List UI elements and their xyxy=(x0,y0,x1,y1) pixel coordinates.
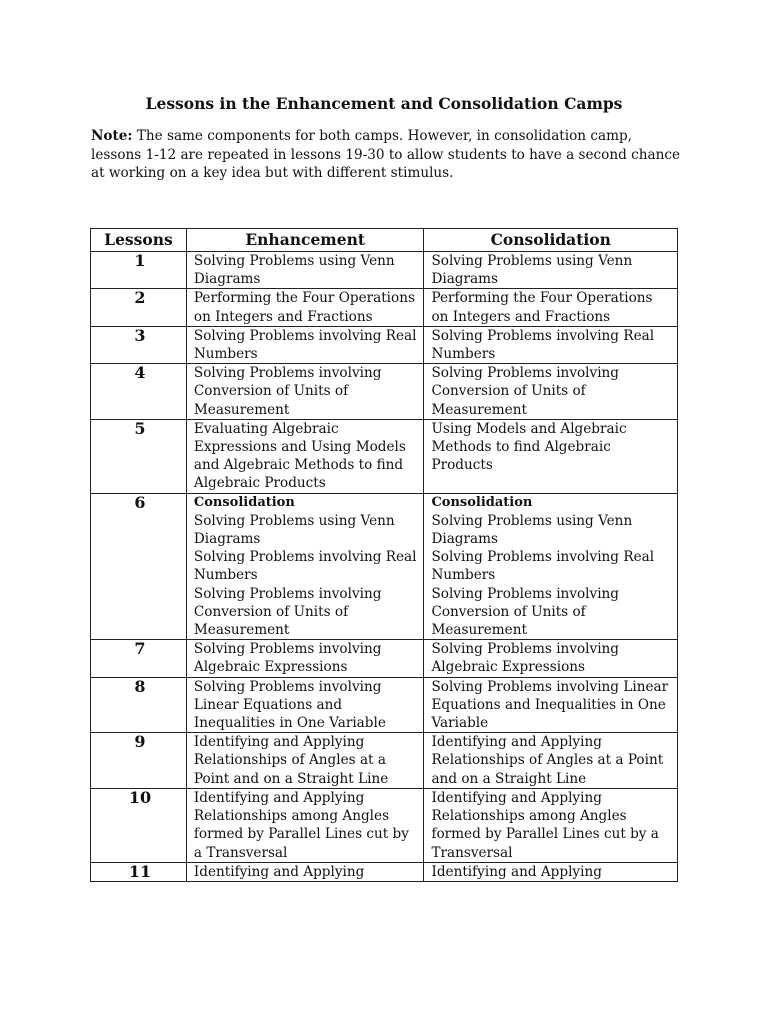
header-consolidation: Consolidation xyxy=(424,229,678,252)
note-text: The same components for both camps. However, in consolidation camp, lessons 1-12 are repeated in lessons 19-30 to allow students to have a second chance at working on a key idea but with different stimulus. xyxy=(91,128,680,181)
consolidation-cell: Solving Problems involving Algebraic Expressions xyxy=(424,640,678,677)
consolidation-cell: Identifying and Applying Relationships among Angles formed by Parallel Lines cut by a Transversal xyxy=(424,788,678,862)
enhancement-cell: Identifying and Applying Relationships among Angles formed by Parallel Lines cut by a Transversal xyxy=(186,788,424,862)
table-row xyxy=(91,788,678,862)
header-enhancement: Enhancement xyxy=(186,229,424,252)
enhancement-cell: Solving Problems involving Linear Equations and Inequalities in One Variable xyxy=(186,677,424,733)
lesson-number: 1 xyxy=(91,252,187,289)
consolidation-cell: Identifying and Applying Relationships of Angles at a Point and on a Straight Line xyxy=(424,733,678,789)
consolidation-cell: Solving Problems using Venn Diagrams xyxy=(424,252,678,289)
lesson-number: 4 xyxy=(91,364,187,420)
consolidation-item: Solving Problems involving Conversion of Units of Measurement xyxy=(431,585,620,639)
enhancement-item: Solving Problems involving Conversion of Units of Measurement xyxy=(193,585,382,639)
consolidation-cell xyxy=(424,493,678,640)
enhancement-cell: Solving Problems using Venn Diagrams xyxy=(186,252,424,289)
enhancement-cell: Solving Problems involving Conversion of Units of Measurement xyxy=(186,364,424,420)
header-lessons: Lessons xyxy=(91,229,187,252)
table-row xyxy=(91,640,678,677)
table-row xyxy=(91,733,678,789)
enhancement-cell: Identifying and Applying xyxy=(186,862,424,881)
consolidation-item: Solving Problems using Venn Diagrams xyxy=(431,512,633,548)
lessons-table xyxy=(90,228,678,882)
enhancement-cell xyxy=(186,493,424,640)
lesson-number: 11 xyxy=(91,862,187,881)
lesson-number: 6 xyxy=(91,493,187,640)
consolidation-cell: Solving Problems involving Real Numbers xyxy=(424,326,678,363)
lesson-number: 8 xyxy=(91,677,187,733)
table-row xyxy=(91,364,678,420)
lesson-number: 2 xyxy=(91,289,187,326)
enhancement-cell: Performing the Four Operations on Integers and Fractions xyxy=(186,289,424,326)
lesson-number: 7 xyxy=(91,640,187,677)
table-row xyxy=(91,862,678,881)
table-row xyxy=(91,326,678,363)
enhancement-subheading: Consolidation xyxy=(193,494,295,510)
enhancement-cell: Identifying and Applying Relationships of Angles at a Point and on a Straight Line xyxy=(186,733,424,789)
lesson-number: 5 xyxy=(91,419,187,493)
table-row xyxy=(91,419,678,493)
enhancement-item: Solving Problems involving Real Numbers xyxy=(193,549,417,584)
note-label: Note: xyxy=(91,128,133,144)
table-row xyxy=(91,289,678,326)
enhancement-cell: Solving Problems involving Algebraic Expressions xyxy=(186,640,424,677)
table-header-row xyxy=(91,229,678,252)
consolidation-cell: Using Models and Algebraic Methods to find Algebraic Products xyxy=(424,419,678,493)
enhancement-item: Solving Problems using Venn Diagrams xyxy=(193,512,395,548)
page-title: Lessons in the Enhancement and Consolidation Camps xyxy=(145,94,623,113)
consolidation-cell: Performing the Four Operations on Integers and Fractions xyxy=(424,289,678,326)
table-row xyxy=(91,493,678,640)
consolidation-item: Solving Problems involving Real Numbers xyxy=(431,549,655,584)
consolidation-cell: Identifying and Applying xyxy=(424,862,678,881)
lesson-number: 10 xyxy=(91,788,187,862)
consolidation-subheading: Consolidation xyxy=(431,494,533,510)
note-paragraph xyxy=(91,127,681,183)
table-row xyxy=(91,252,678,289)
enhancement-cell: Solving Problems involving Real Numbers xyxy=(186,326,424,363)
consolidation-cell: Solving Problems involving Linear Equations and Inequalities in One Variable xyxy=(424,677,678,733)
lesson-number: 3 xyxy=(91,326,187,363)
table-row xyxy=(91,677,678,733)
enhancement-cell: Evaluating Algebraic Expressions and Using Models and Algebraic Methods to find Algebraic Products xyxy=(186,419,424,493)
consolidation-cell: Solving Problems involving Conversion of Units of Measurement xyxy=(424,364,678,420)
lesson-number: 9 xyxy=(91,733,187,789)
